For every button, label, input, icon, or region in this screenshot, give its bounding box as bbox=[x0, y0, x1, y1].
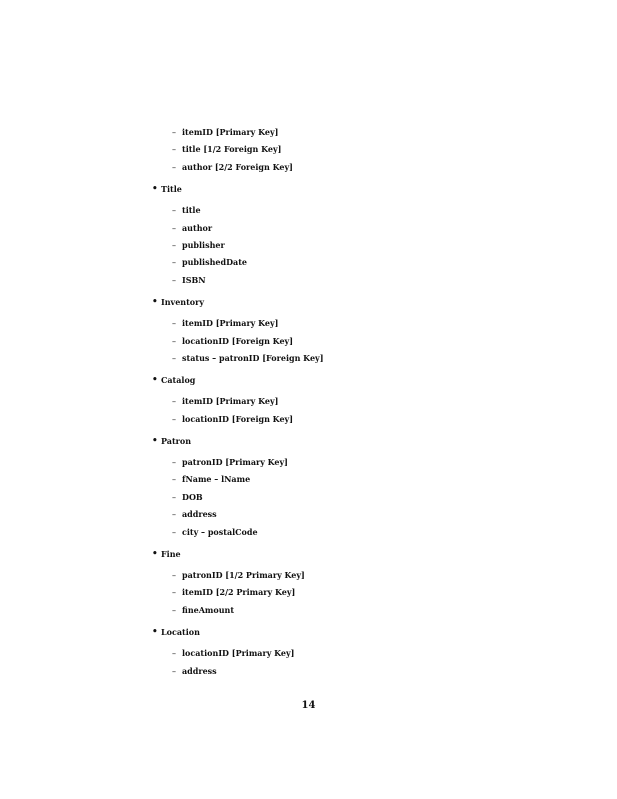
list-item bbox=[0, 663, 617, 680]
bullet-marker: • bbox=[152, 184, 158, 195]
dash-marker: – bbox=[172, 492, 176, 502]
dash-marker: – bbox=[172, 527, 176, 537]
list-item bbox=[0, 350, 617, 367]
dash-marker: – bbox=[172, 353, 176, 363]
field-label: title bbox=[182, 205, 201, 216]
page-number: 14 bbox=[301, 700, 316, 711]
field-label: itemID [Primary Key] bbox=[182, 318, 279, 329]
dash-marker: – bbox=[172, 258, 176, 268]
field-label: fName – lName bbox=[182, 474, 251, 485]
dash-marker: – bbox=[172, 414, 176, 424]
list-item bbox=[0, 315, 617, 332]
dash-marker: – bbox=[172, 649, 176, 659]
entity-heading-title bbox=[0, 180, 617, 198]
dash-marker: – bbox=[172, 162, 176, 172]
field-label: fineAmount bbox=[182, 604, 235, 615]
list-item bbox=[0, 254, 617, 271]
dash-marker: – bbox=[172, 605, 176, 615]
dash-marker: – bbox=[172, 510, 176, 520]
field-label: title [1/2 Foreign Key] bbox=[182, 144, 282, 155]
dash-marker: – bbox=[172, 275, 176, 285]
dash-marker: – bbox=[172, 319, 176, 329]
entity-outline bbox=[0, 124, 617, 680]
list-item bbox=[0, 333, 617, 350]
dash-marker: – bbox=[172, 571, 176, 581]
dash-marker: – bbox=[172, 475, 176, 485]
field-label: publishedDate bbox=[182, 257, 247, 268]
dash-marker: – bbox=[172, 206, 176, 216]
entity-heading-location bbox=[0, 623, 617, 641]
entity-label: Fine bbox=[161, 549, 181, 560]
field-label: address bbox=[182, 665, 217, 676]
list-item bbox=[0, 411, 617, 428]
list-item bbox=[0, 202, 617, 219]
list-item bbox=[0, 454, 617, 471]
field-label: address bbox=[182, 509, 217, 520]
field-label: city – postalCode bbox=[182, 526, 258, 537]
entity-heading-catalog bbox=[0, 371, 617, 389]
field-label: patronID [1/2 Primary Key] bbox=[182, 570, 305, 581]
list-item bbox=[0, 124, 617, 141]
dash-marker: – bbox=[172, 397, 176, 407]
field-label: locationID [Foreign Key] bbox=[182, 335, 293, 346]
field-label: itemID [Primary Key] bbox=[182, 396, 279, 407]
entity-label: Catalog bbox=[161, 375, 196, 386]
list-item bbox=[0, 524, 617, 541]
dash-marker: – bbox=[172, 588, 176, 598]
field-label: locationID [Primary Key] bbox=[182, 648, 295, 659]
field-label: publisher bbox=[182, 239, 225, 250]
dash-marker: – bbox=[172, 336, 176, 346]
entity-heading-patron bbox=[0, 432, 617, 450]
list-item bbox=[0, 602, 617, 619]
dash-marker: – bbox=[172, 223, 176, 233]
list-item bbox=[0, 567, 617, 584]
field-label: patronID [Primary Key] bbox=[182, 457, 288, 468]
dash-marker: – bbox=[172, 128, 176, 137]
entity-label: Location bbox=[161, 627, 200, 638]
list-item bbox=[0, 141, 617, 158]
list-item bbox=[0, 489, 617, 506]
bullet-marker: • bbox=[152, 297, 158, 308]
dash-marker: – bbox=[172, 145, 176, 155]
entity-label: Patron bbox=[161, 436, 192, 447]
list-item bbox=[0, 584, 617, 601]
field-label: author [2/2 Foreign Key] bbox=[182, 161, 293, 172]
field-label: DOB bbox=[182, 491, 203, 502]
bullet-marker: • bbox=[152, 375, 158, 386]
dash-marker: – bbox=[172, 458, 176, 468]
list-item bbox=[0, 645, 617, 662]
field-label: itemID [Primary Key] bbox=[182, 127, 279, 137]
entity-label: Inventory bbox=[161, 297, 205, 308]
entity-label: Title bbox=[161, 184, 182, 195]
dash-marker: – bbox=[172, 666, 176, 676]
field-label: status – patronID [Foreign Key] bbox=[182, 352, 324, 363]
bullet-marker: • bbox=[152, 627, 158, 638]
field-label: author bbox=[182, 222, 213, 233]
field-label: locationID [Foreign Key] bbox=[182, 413, 293, 424]
list-item bbox=[0, 159, 617, 176]
list-item bbox=[0, 506, 617, 523]
bullet-marker: • bbox=[152, 549, 158, 560]
list-item bbox=[0, 272, 617, 289]
list-item bbox=[0, 471, 617, 488]
entity-heading-fine bbox=[0, 545, 617, 563]
list-item bbox=[0, 220, 617, 237]
list-item bbox=[0, 237, 617, 254]
entity-heading-inventory bbox=[0, 293, 617, 311]
field-label: itemID [2/2 Primary Key] bbox=[182, 587, 296, 598]
dash-marker: – bbox=[172, 240, 176, 250]
field-label: ISBN bbox=[182, 274, 206, 285]
list-item bbox=[0, 393, 617, 410]
bullet-marker: • bbox=[152, 436, 158, 447]
